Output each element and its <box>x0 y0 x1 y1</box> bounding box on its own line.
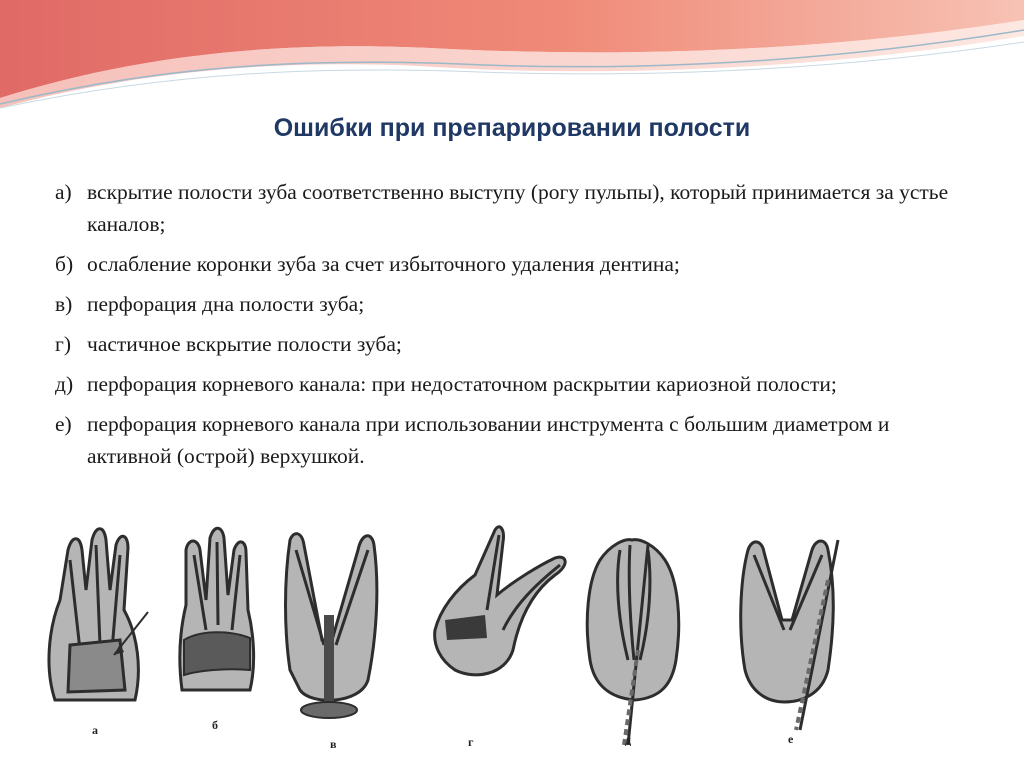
figure-label: г <box>468 735 474 749</box>
item-text: перфорация дна полости зуба; <box>87 292 365 316</box>
item-marker: е) <box>55 412 72 436</box>
tooth-figure-a <box>40 520 160 745</box>
list-item <box>55 288 955 320</box>
list-item <box>55 176 955 240</box>
list-item <box>55 328 955 360</box>
list-item <box>55 248 955 280</box>
tooth-figure-g <box>425 520 575 745</box>
item-text: ослабление коронки зуба за счет избыточного удаления дентина; <box>87 252 680 276</box>
item-text: перфорация корневого канала при использовании инструмента с большим диаметром и активной (острой) верхушкой. <box>87 412 890 468</box>
tooth-figure-b <box>170 520 270 745</box>
item-marker: а) <box>55 180 72 204</box>
decorative-header-banner <box>0 0 1024 110</box>
list-item <box>55 408 955 472</box>
item-marker: г) <box>55 332 71 356</box>
tooth-illustrations <box>40 520 860 760</box>
figure-label: е <box>788 732 794 746</box>
tooth-figure-d <box>580 520 690 752</box>
slide-title: Ошибки при препарировании полости <box>273 114 751 142</box>
figure-label: в <box>330 737 337 751</box>
item-marker: д) <box>55 372 74 396</box>
tooth-figure-v <box>280 520 390 745</box>
figure-label: д <box>625 733 632 747</box>
item-text: частичное вскрытие полости зуба; <box>87 332 402 356</box>
figure-label: а <box>92 723 98 737</box>
list-item <box>55 368 955 400</box>
item-text: вскрытие полости зуба соответственно выступу (рогу пульпы), который принимается за устье каналов; <box>87 180 949 236</box>
error-list <box>55 176 955 480</box>
tooth-figure-e <box>730 520 850 745</box>
item-text: перфорация корневого канала: при недостаточном раскрытии кариозной полости; <box>87 372 837 396</box>
item-marker: в) <box>55 292 73 316</box>
item-marker: б) <box>55 252 74 276</box>
figure-label: б <box>212 718 218 732</box>
